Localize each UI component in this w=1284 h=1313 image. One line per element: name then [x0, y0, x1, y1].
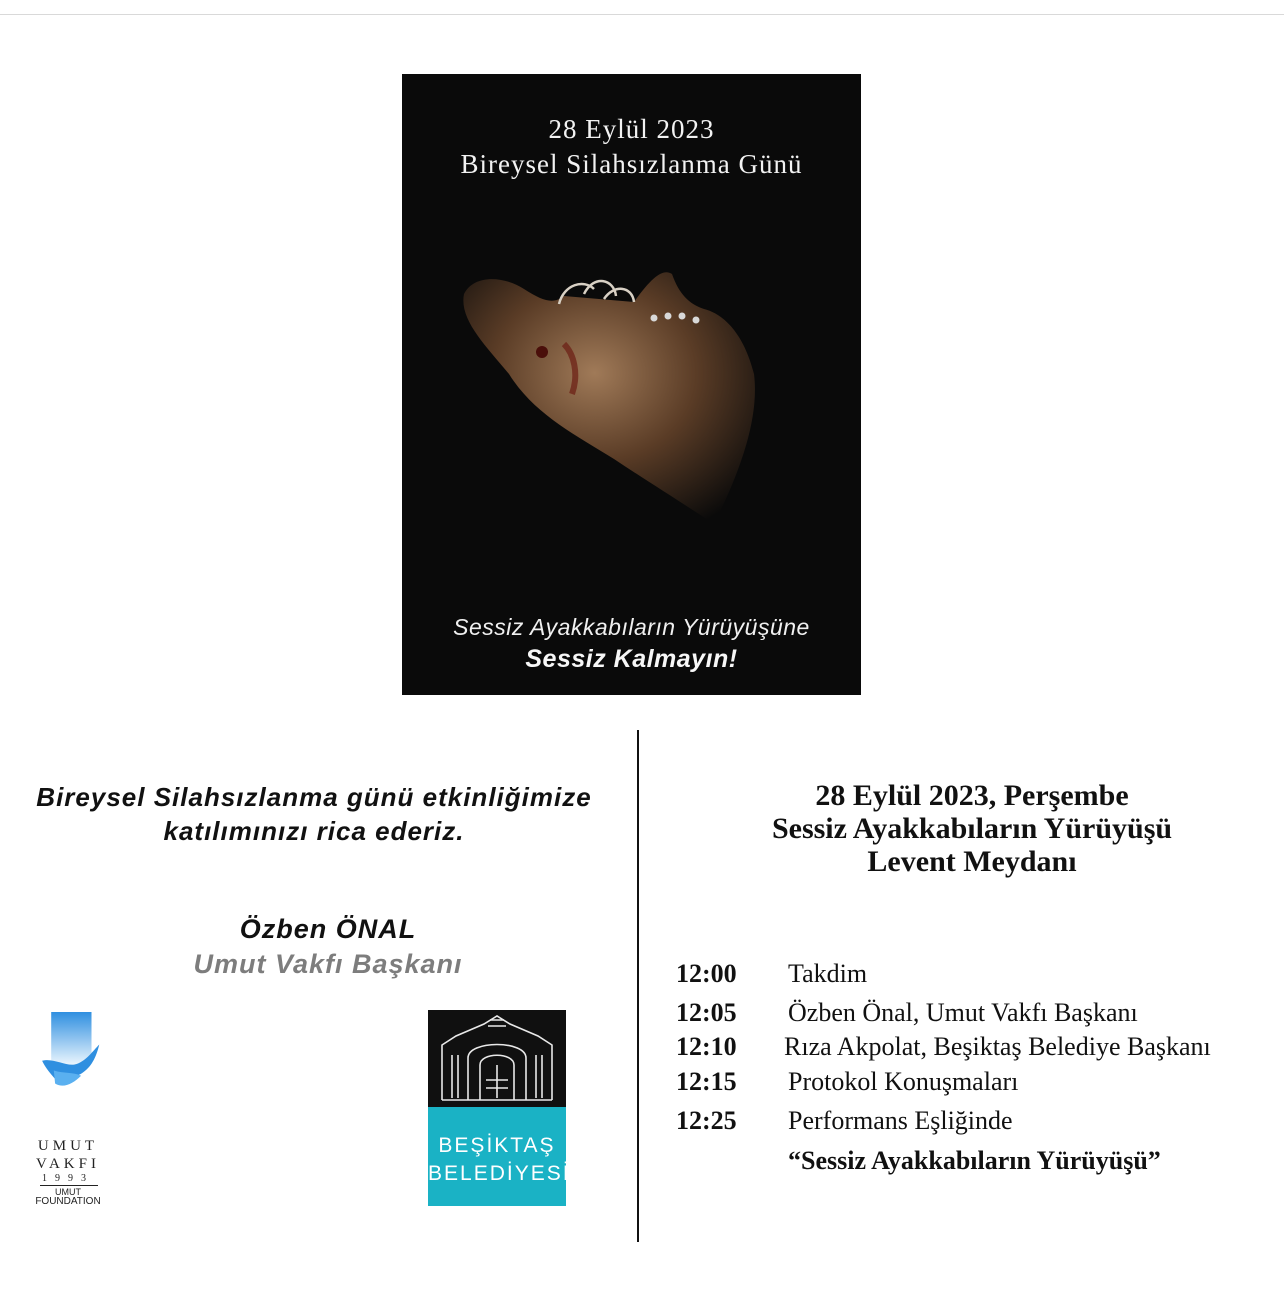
column-divider: [637, 730, 639, 1242]
invitation-line-2: katılımınızı rica ederiz.: [163, 816, 465, 846]
umut-logo-text-2: VAKFI: [36, 1156, 100, 1172]
besiktas-logo-text-2: BELEDİYESİ: [428, 1162, 571, 1185]
signatory-title: Umut Vakfı Başkanı: [193, 949, 463, 979]
schedule-item-continuation: “Sessiz Ayakkabıların Yürüyüşü”: [788, 1146, 1161, 1175]
umut-logo-text-3: UMUT: [55, 1187, 81, 1197]
event-date: 28 Eylül 2023, Perşembe: [815, 779, 1129, 812]
schedule-time: 12:15: [676, 1067, 737, 1096]
schedule-item: Özben Önal, Umut Vakfı Başkanı: [788, 998, 1138, 1027]
event-location: Levent Meydanı: [867, 845, 1077, 878]
boot-image: [454, 264, 764, 534]
umut-vakfi-logo: [24, 1012, 120, 1142]
top-divider: [0, 14, 1284, 15]
schedule-item: Performans Eşliğinde: [788, 1106, 1013, 1135]
palace-gate-icon: [428, 1010, 566, 1107]
besiktas-belediyesi-logo: [428, 1010, 571, 1206]
palace-gate-emblem: [428, 1010, 566, 1107]
schedule-time: 12:05: [676, 998, 737, 1027]
umut-logo-year: 1993: [42, 1173, 94, 1184]
poster-subtitle: Sessiz Ayakkabıların Yürüyüşüne: [453, 614, 810, 640]
schedule-item: Rıza Akpolat, Beşiktaş Belediye Başkanı: [784, 1032, 1211, 1061]
event-title: Sessiz Ayakkabıların Yürüyüşü: [771, 812, 1173, 845]
invitation-line-1: Bireysel Silahsızlanma günü etkinliğimize: [36, 782, 592, 812]
schedule-time: 12:10: [676, 1032, 737, 1061]
besiktas-logo-text-1: BEŞİKTAŞ: [438, 1134, 556, 1157]
schedule-item: Protokol Konuşmaları: [788, 1067, 1019, 1096]
schedule-time: 12:25: [676, 1106, 737, 1135]
poster-slogan: Sessiz Kalmayın!: [525, 645, 738, 673]
signatory-name: Özben ÖNAL: [239, 914, 417, 944]
poster-title: Bireysel Silahsızlanma Günü: [460, 149, 803, 179]
event-poster: [402, 74, 861, 695]
umut-logo-rule: [40, 1185, 98, 1186]
schedule-item: Takdim: [788, 959, 868, 988]
schedule-time: 12:00: [676, 959, 737, 988]
poster-date: 28 Eylül 2023: [548, 114, 715, 144]
umut-logo-text-1: UMUT: [37, 1138, 99, 1154]
umut-logo-text-4: FOUNDATION: [35, 1196, 101, 1207]
